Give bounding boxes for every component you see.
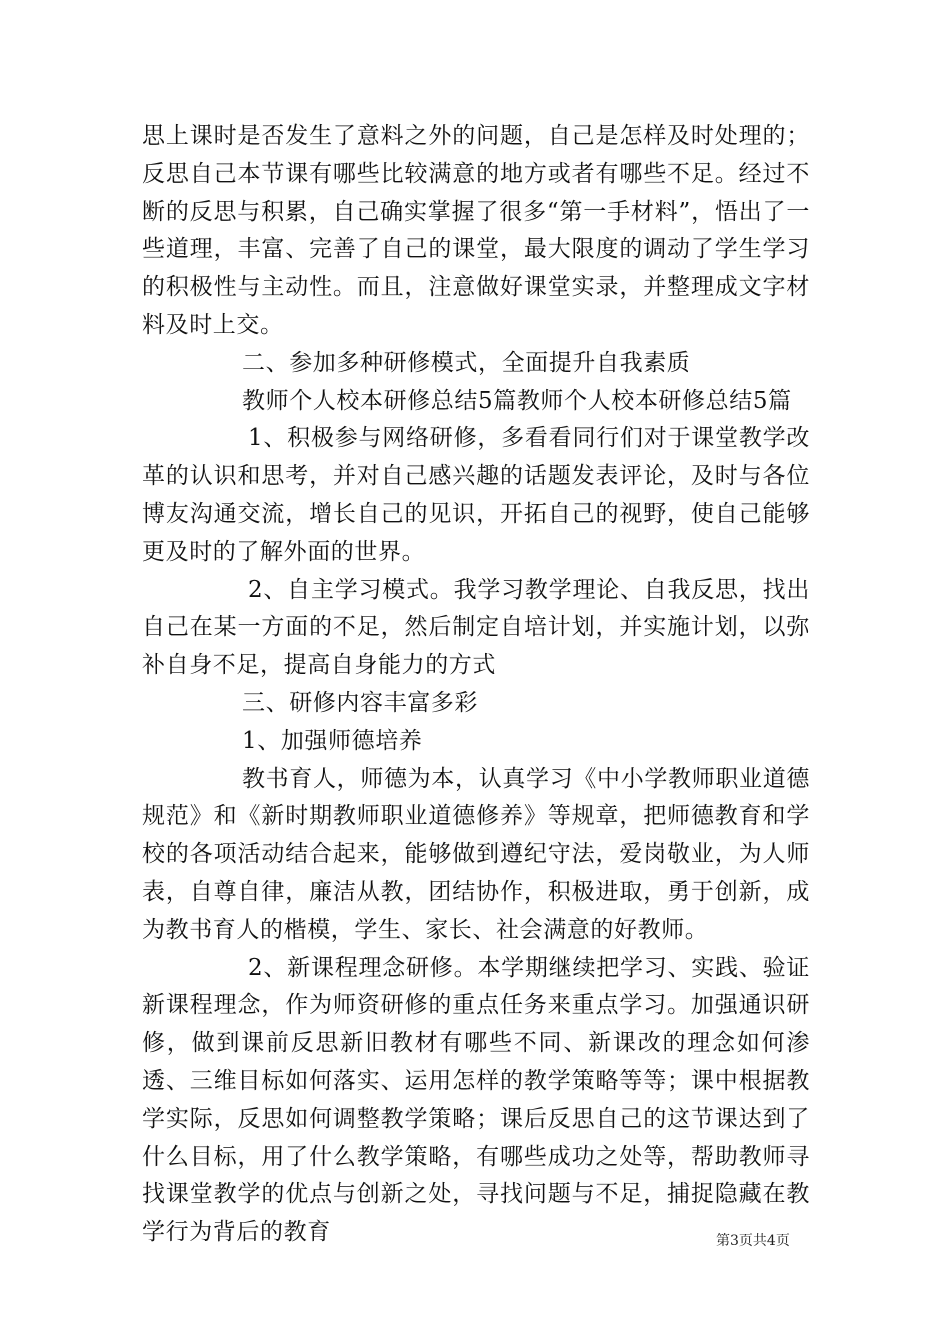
page-number-footer: 第3页共4页 — [716, 1233, 790, 1249]
paragraph-reflection-continued: 思上课时是否发生了意料之外的问题，自己是怎样及时处理的；反思自己本节课有哪些比较满意的地方或者有哪些不足。经过不断的反思与积累，自己确实掌握了很多“第一手材料”，悟出了一些道理，丰富、完善了自己的课堂，最大限度的调动了学生学习的积极性与主动性。而且，注意做好课堂实录，并整理成文字材料及时上交。 — [142, 123, 810, 338]
document-title-line: 教师个人校本研修总结5篇教师个人校本研修总结5篇 — [242, 387, 792, 414]
paragraph-new-curriculum: 2、新课程理念研修。本学期继续把学习、实践、验证新课程理念，作为师资研修的重点任务来重点学习。加强通识研修，做到课前反思新旧教材有哪些不同、新课改的理念如何渗透、三维目标如何落实、运用怎样的教学策略等等；课中根据教学实际，反思如何调整教学策略；课后反思自己的这节课达到了什么目标，用了什么教学策略，有哪些成功之处等，帮助教师寻找课堂教学的优点与创新之处，寻找问题与不足，捕捉隐藏在教学行为背后的教育 — [142, 954, 810, 1246]
subheading-ethics: 1、加强师德培养 — [242, 727, 423, 754]
paragraph-ethics: 教书育人，师德为本，认真学习《中小学教师职业道德规范》和《新时期教师职业道德修养》等规章，把师德教育和学校的各项活动结合起来，能够做到遵纪守法，爱岗敬业，为人师表，自尊自律，廉洁从教，团结协作，积极进取，勇于创新，成为教书育人的楷模，学生、家长、社会满意的好教师。 — [142, 765, 810, 943]
paragraph-online-study: 1、积极参与网络研修，多看看同行们对于课堂教学改革的认识和思考，并对自己感兴趣的话题发表评论，及时与各位博友沟通交流，增长自己的见识，开拓自己的视野，使自己能够更及时的了解外面的世界。 — [142, 425, 810, 565]
section-heading-3: 三、研修内容丰富多彩 — [242, 689, 478, 716]
document-body — [142, 118, 810, 1252]
paragraph-self-study: 2、自主学习模式。我学习教学理论、自我反思，找出自己在某一方面的不足，然后制定自培计划，并实施计划，以弥补自身不足，提高自身能力的方式 — [142, 576, 810, 679]
section-heading-2: 二、参加多种研修模式，全面提升自我素质 — [242, 349, 691, 376]
